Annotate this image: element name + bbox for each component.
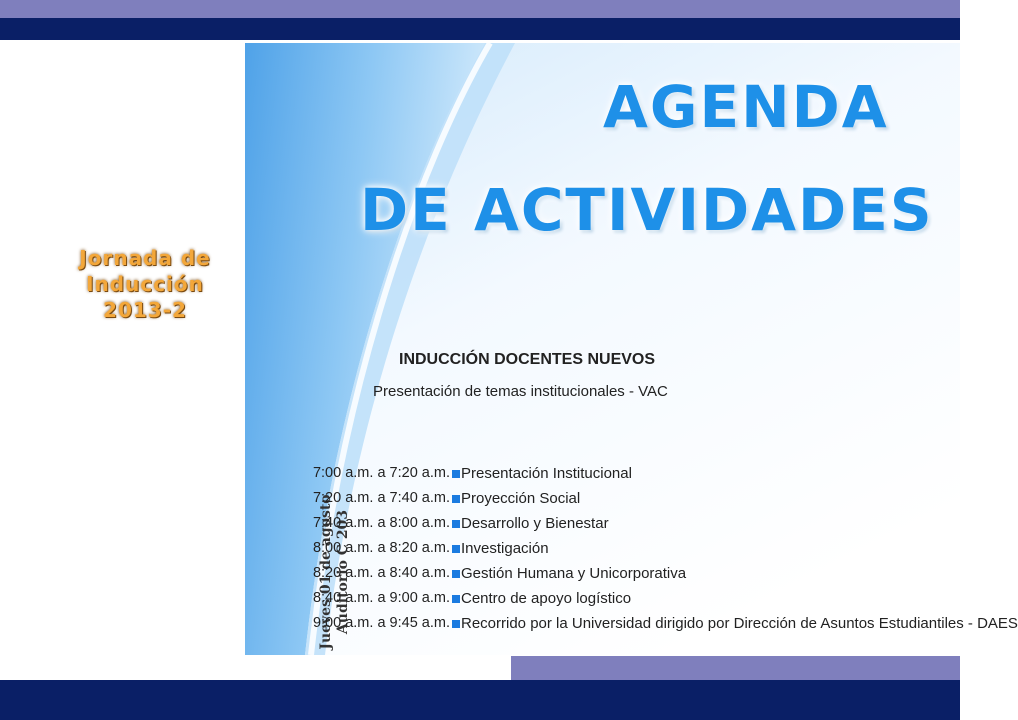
schedule-activity: Presentación Institucional <box>461 465 632 482</box>
schedule-activity: Investigación <box>461 540 549 557</box>
bullet-square-icon <box>452 595 460 603</box>
schedule-activity: Desarrollo y Bienestar <box>461 515 609 532</box>
agenda-panel <box>245 43 1018 655</box>
top-navy-band <box>0 18 960 40</box>
bullet-square-icon <box>452 570 460 578</box>
jornada-line2: Inducción <box>86 272 204 296</box>
jornada-line3: 2013-2 <box>103 298 187 322</box>
bullet-square-icon <box>452 495 460 503</box>
date-label: Jueves 01 de agosto <box>318 494 334 650</box>
bottom-lavender-band <box>511 656 960 682</box>
schedule-activity: Recorrido por la Universidad dirigido por Dirección de Asuntos Estudiantiles - DAES <box>461 615 1018 632</box>
schedule-time: 8:00 a.m. a 8:20 a.m. <box>312 540 450 556</box>
location-label: Auditorio C 203 <box>335 509 351 635</box>
bullet-square-icon <box>452 520 460 528</box>
induction-heading: INDUCCIÓN DOCENTES NUEVOS <box>399 351 656 368</box>
schedule-activity: Proyección Social <box>461 490 581 507</box>
schedule-time: 8:40 a.m. a 9:00 a.m. <box>312 590 450 606</box>
schedule-activity: Gestión Humana y Unicorporativa <box>461 565 687 582</box>
schedule-time: 8:20 a.m. a 8:40 a.m. <box>312 565 450 581</box>
top-lavender-band <box>0 0 960 18</box>
jornada-title <box>40 246 250 324</box>
induction-subheading: Presentación de temas institucionales - VAC <box>373 383 668 400</box>
bullet-square-icon <box>452 545 460 553</box>
schedule-time: 7:20 a.m. a 7:40 a.m. <box>312 490 450 506</box>
bullet-square-icon <box>452 470 460 478</box>
schedule-time: 9:00 a.m. a 9:45 a.m. <box>312 615 450 631</box>
bullet-square-icon <box>452 620 460 628</box>
schedule-activity: Centro de apoyo logístico <box>461 590 632 607</box>
bottom-navy-band <box>0 680 960 720</box>
agenda-title-line1: AGENDA <box>603 73 889 141</box>
schedule-time: 7:40 a.m. a 8:00 a.m. <box>312 515 450 531</box>
jornada-line1: Jornada de <box>79 246 211 270</box>
schedule-time: 7:00 a.m. a 7:20 a.m. <box>312 465 450 481</box>
agenda-title-line2: DE ACTIVIDADES <box>360 176 934 244</box>
